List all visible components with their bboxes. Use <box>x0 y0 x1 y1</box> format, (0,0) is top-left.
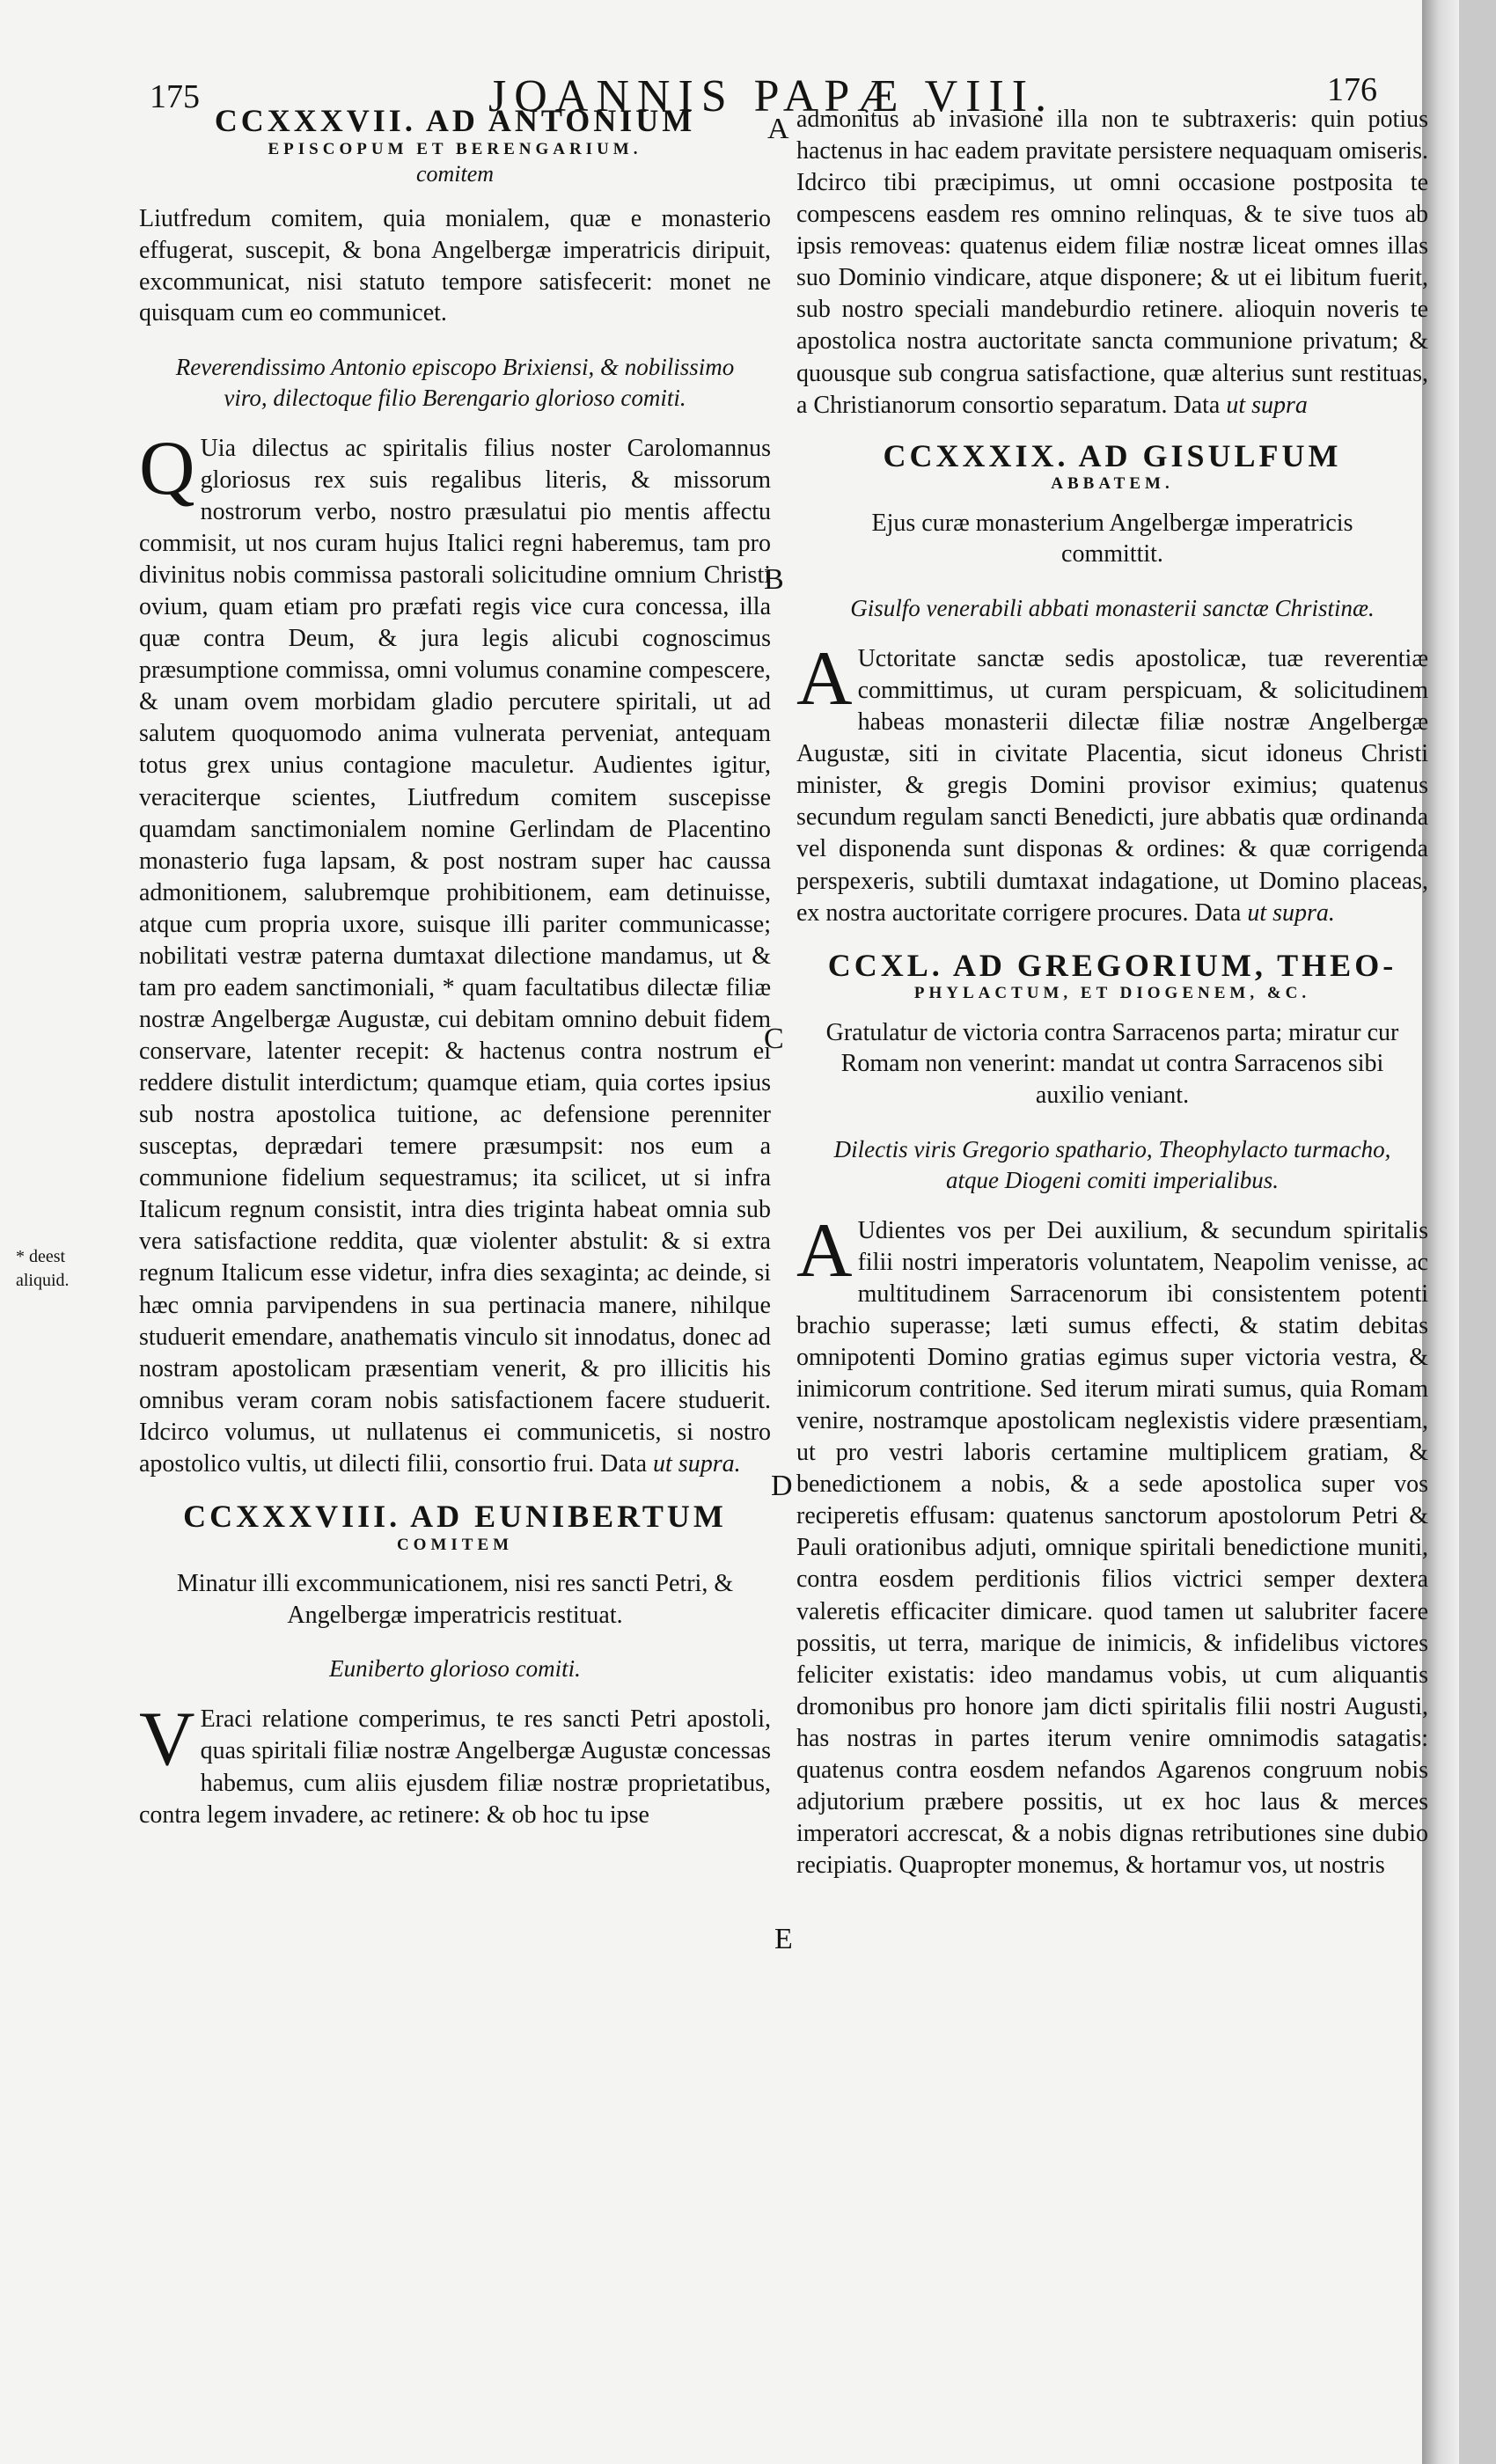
page-number-left: 175 <box>150 78 200 115</box>
letter-summary: Ejus curæ monasterium Angelbergæ imperatricis committit. <box>871 509 1353 568</box>
datum: ut supra <box>1226 391 1308 419</box>
letter-ccxxxvii <box>139 104 771 1480</box>
datum: ut supra. <box>1247 898 1335 927</box>
datum: ut supra. <box>653 1449 741 1478</box>
marginal-footnote: * deest aliquid. <box>16 1247 70 1290</box>
letter-heading: CCXL. AD GREGORIUM, THEO- <box>827 947 1397 983</box>
letter-body-text: Uia dilectus ac spiritalis filius noster Carolomannus gloriosus rex suis regalibus literis, & missorum nostrorum verbo, nostro præsulatui pio mentis affectu commisit, ut nos curam hujus Italici regni haberemus, tam pro divinitus nobis commissa pastorali solicitudine omnium Christi ovium, quam etiam pro præfati regis vice cura concessa, illa quæ contra Deum, & jura legis alicubi cognoscimus præsumptione commissa, omni volumus conamine compescere, & unam ovem morbidam gladio percutere spiritali, ut ad salutem quoquomodo anima vulnerata perveniat, antequam totus grex unius contagione maculetur. Audientes igitur, veraciterque scientes, Liutfredum comitem suscepisse quamdam sanctimonialem nomine Gerlindam de Placentino monasterio fuga lapsam, & post nostram super hac caussa admonitionem, salubremque prohibitionem, eam detinuisse, atque cum propria uxore, suisque illi pariter communicasse; nobilitati vestræ paterna dumtaxat dilectione mandamus, ut & tam pro eadem sanctimoniali, * quam facultatibus dilectæ filiæ nostræ Angelbergæ Augustæ, cui debitam omnino debuit fidem conservare, latenter recepit: & hactenus contra nostrum ei reddere distulit interdictum; quamque etiam, quia cortes ipsius sub nostra apostolica tuitione, ac defensione perenniter susceptas, deprædari temere præsumpsit: nos eum a communione fidelium sequestramus; ita scilicet, ut si infra Italicum regnum consistit, intra dies triginta habeat omnia sub vera satisfactione reddita, quæ violenter abstulit: & si extra regnum Italicum esse videtur, infra dies sexaginta; ac deinde, si hæc omnia parvipendens in sua pertinacia manere, nihilque studuerit emendare, anathematis vinculo sit innodatus, donec ad nostram apostolicam præsentiam venerit, & pro illicitis his omnibus veram coram nobis satisfactionem facere studuerit. Idcirco volumus, ut nullatenus ei communicetis, si nostro apostolico vultis, ut dilecti filii, consortio frui. <box>139 434 771 1478</box>
letter-ccxl <box>796 949 1428 1881</box>
letter-ccxxxix <box>796 439 1428 929</box>
page-number-right: 176 <box>1327 71 1377 108</box>
margin-letter-a: A <box>767 113 789 145</box>
letter-subheading: COMITEM <box>396 1535 514 1554</box>
letter-subheading: ABBATEM. <box>1051 474 1174 494</box>
right-column <box>796 104 1428 1894</box>
margin-letter-c: C <box>764 1023 784 1055</box>
drop-cap: Q <box>139 425 195 511</box>
datum-prefix: Data <box>1194 898 1242 927</box>
margin-letter-b: B <box>764 563 784 596</box>
letter-salutation: Reverendissimo Antonio episcopo Brixiensi, & nobilissimo viro, dilectoque filio Berengario glorioso comiti. <box>175 353 735 411</box>
letter-body-text: Eraci relatione comperimus, te res sancti Petri apostoli, quas spiritali filiæ nostræ Angelbergæ Augustæ concessas habemus, cum aliis ejusdem filiæ nostræ proprietatibus, contra legem invadere, ac retinere: & ob hoc tu ipse <box>139 1705 771 1829</box>
drop-cap: A <box>796 636 853 722</box>
drop-cap: A <box>796 1207 853 1294</box>
letter-salutation: Gisulfo venerabili abbati monasterii sanctæ Christinæ. <box>850 595 1375 621</box>
letter-summary: Minatur illi excommunicationem, nisi res sancti Petri, & Angelbergæ imperatricis restituat. <box>176 1570 734 1629</box>
letter-body <box>796 1207 1428 1881</box>
datum-prefix: Data <box>600 1449 648 1478</box>
letter-body <box>139 1697 771 1830</box>
letter-heading: CCXXXVIII. AD EUNIBERTUM <box>183 1498 727 1534</box>
letter-salutation: Dilectis viris Gregorio spathario, Theophylacto turmacho, atque Diogeni comiti imperialibus. <box>833 1135 1391 1193</box>
margin-letter-e: E <box>774 1923 793 1955</box>
running-head: JOANNIS PAPÆ VIII. <box>488 71 1055 121</box>
datum-prefix: Data <box>1173 391 1221 419</box>
letter-subheading: EPISCOPUM ET BERENGARIUM. <box>268 139 642 158</box>
continuation-text <box>796 104 1428 422</box>
letter-subheading: PHYLACTUM, ET DIOGENEM, &C. <box>913 984 1311 1003</box>
letter-summary: Gratulatur de victoria contra Sarracenos parta; miratur cur Romam non venerint: mandat ut contra Sarracenos sibi auxilio veniant. <box>825 1018 1399 1110</box>
drop-cap: V <box>139 1697 195 1783</box>
letter-body-text: Udientes vos per Dei auxilium, & secundum spiritalis filii nostri imperatoris voluntatem, Neapolim venisse, ac multitudinem Sarracenorum ibi consistentem potenti brachio superasse; læti sumus effecti, & statim debitas omnipotenti Domino gratias egimus super victoria vestra, & inimicorum contritione. Sed iterum mirati sumus, quia Romam venire, nostramque apostolicam neglexistis videre præsentiam, ut pro vestri laboris certamine multiplicem gratiam, & benedictionem a nobis, & a sede apostolica super vos reciperetis effusam: quatenus sanctorum apostolorum Petri & Pauli orationibus adjuti, omnique spiritali benedictione muniti, contra eosdem perditionis filios victrici semper dextera valeretis efficaciter dimicare. quod tamen ut salubriter facere possitis, ut terra, marique de inimicis, & infidelibus victores feliciter existatis: ideo mandamus vobis, ut cum aliquantis dromonibus pro honore jam dicti spiritalis filii nostri Augusti, has nostras in partes iterum venire omnimodis satagatis: quatenus contra eosdem nefandos Agarenos congruum nobis adjutorium præbere possitis, ut ex hoc laus & merces imperatori accrescat, & a nobis dignas retributiones sine dubio recipiatis. Quapropter monemus, & hortamur vos, ut nostris <box>796 1216 1428 1880</box>
margin-letter-d: D <box>771 1470 793 1502</box>
letter-subheading-2: comitem <box>415 161 495 187</box>
left-column <box>139 104 771 1844</box>
letter-body <box>139 425 771 1480</box>
continuation-body: admonitus ab invasione illa non te subtraxeris: quin potius hactenus in hac eadem pravitate persistere nequaquam omiseris. Idcirco tibi præcipimus, ut omni occasione postposita te compescens easdem res omnino relinquas, & te sive tuos ab ipsis removeas: quatenus eidem filiæ nostræ liceat omnes illas suo Dominio vindicare, atque disponere; & ut ei libitum fuerit, sub nostro speciali mandeburdio retinere. alioquin noveris te apostolica nostra auctoritate sancta communione privatum; & quousque sub congrua satisfactione, quæ alterius sunt restituas, a Christianorum consortio separatum. <box>796 106 1428 419</box>
letter-body <box>796 636 1428 929</box>
letter-salutation: Euniberto glorioso comiti. <box>329 1655 581 1683</box>
letter-ccxxxviii <box>139 1500 771 1831</box>
letter-summary: Liutfredum comitem, quia monialem, quæ e monasterio effugerat, suscepit, & bona Angelbergæ imperatricis diripuit, excommunicat, nisi statuto tempore satisfecerit: monet ne quisquam cum eo communicet. <box>139 205 771 327</box>
letter-body-text: Uctoritate sanctæ sedis apostolicæ, tuæ reverentiæ committimus, ut curam perspicuam, & solicitudinem habeas monasterii dilectæ filiæ nostræ Angelbergæ Augustæ, siti in civitate Placentia, sicut idoneus Christi minister, & gregis Domini provisor eximius; quatenus secundum regulam sancti Benedicti, jure abbatis quæ ordinanda vel disponenda sunt disponas & ordines: & quæ corrigenda perspexeris, subtili dumtaxat indagatione, ut Domino placeas, ex nostra auctoritate corrigere procures. <box>796 645 1428 927</box>
letter-heading: CCXXXVII. AD ANTONIUM <box>214 103 696 138</box>
letter-heading: CCXXXIX. AD GISULFUM <box>883 437 1342 473</box>
